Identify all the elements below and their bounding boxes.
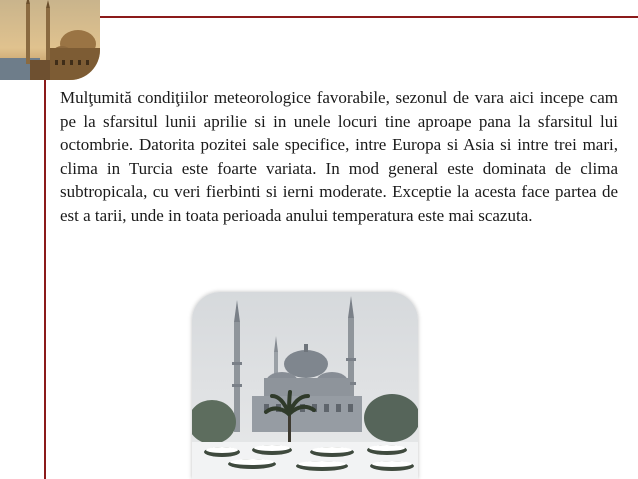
top-divider-line	[100, 16, 638, 18]
body-paragraph: Mulţumită condiţiilor meteorologice favorabile, sezonul de vara aici incepe cam pe la sfarsitul lunii aprilie si in unele locuri tine aproape pana la sfarsitul lui octombrie. Datorita pozitei sale specifice, intre Europa si Asia si intre trei mari, clima in Turcia este foarte variata. In mod general este dominata de clima subtropicala, cu veri fierbinti si ierni moderate. Exceptie la acesta face partea de est a tarii, unde in toata perioada anului temperatura este mai scazuta.	[60, 88, 618, 225]
blue-mosque-winter-photo	[192, 292, 418, 479]
corner-mosque-photo	[0, 0, 100, 80]
